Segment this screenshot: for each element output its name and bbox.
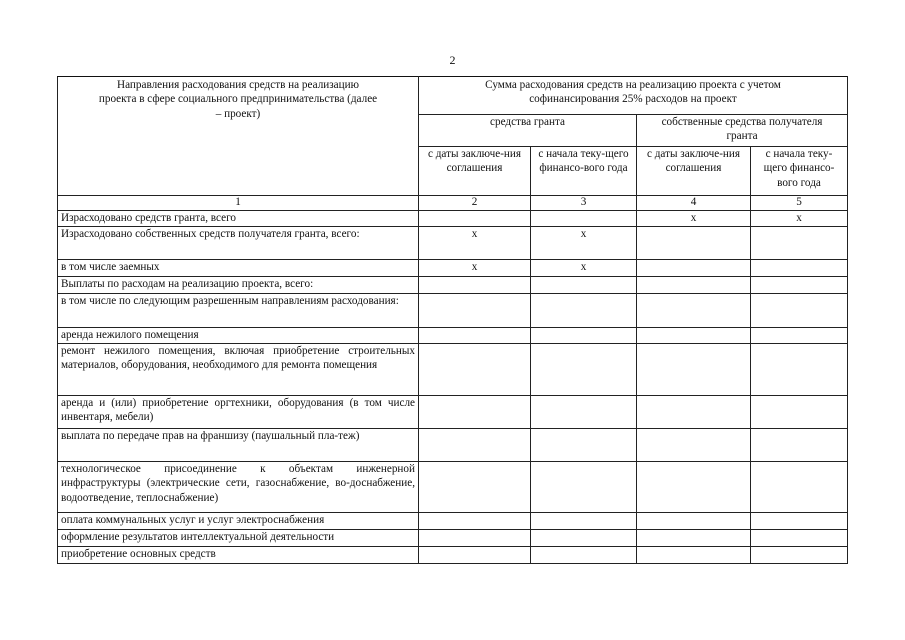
header-grant-since-agreement: с даты заключе-ния соглашения — [419, 147, 531, 196]
header-own-since-agreement: с даты заключе-ния соглашения — [637, 147, 751, 196]
row-label: в том числе по следующим разрешенным направлениям расходования: — [58, 294, 419, 328]
cell-own-year — [751, 513, 848, 530]
column-number: 1 — [58, 196, 419, 211]
cell-own-agreement — [637, 513, 751, 530]
cell-grant-year — [531, 429, 637, 462]
cell-grant-year: x — [531, 227, 637, 260]
cell-own-year — [751, 462, 848, 513]
cell-own-year — [751, 328, 848, 344]
table-row — [58, 462, 848, 513]
table-row — [58, 396, 848, 429]
cell-grant-agreement: x — [419, 227, 531, 260]
header-direction: Направления расходования средств на реализацию проекта в сфере социального предпринимательства (далее – проект) — [58, 77, 419, 196]
table-row — [58, 530, 848, 547]
header-grant-funds: средства гранта — [419, 115, 637, 147]
cell-grant-year — [531, 462, 637, 513]
header-own-since-year-start: с начала теку-щего финансо-вого года — [751, 147, 848, 196]
cell-grant-year — [531, 547, 637, 564]
cell-grant-year — [531, 396, 637, 429]
cell-own-year — [751, 294, 848, 328]
expense-report-table — [57, 76, 848, 564]
cell-own-year — [751, 530, 848, 547]
cell-grant-agreement — [419, 429, 531, 462]
cell-own-year: x — [751, 211, 848, 227]
cell-own-year — [751, 429, 848, 462]
cell-own-year — [751, 344, 848, 396]
cell-grant-agreement — [419, 328, 531, 344]
cell-own-agreement — [637, 227, 751, 260]
cell-grant-year — [531, 530, 637, 547]
table-row — [58, 211, 848, 227]
row-label: в том числе заемных — [58, 260, 419, 277]
row-label: технологическое присоединение к объектам инженерной инфраструктуры (электрические сети, газоснабжение, во-доснабжение, водоотведение, теплоснабжение) — [58, 462, 419, 513]
cell-grant-year — [531, 277, 637, 294]
header-own-funds: собственные средства получателя гранта — [637, 115, 848, 147]
row-label: приобретение основных средств — [58, 547, 419, 564]
cell-grant-agreement: x — [419, 260, 531, 277]
cell-own-year — [751, 227, 848, 260]
header-sum: Сумма расходования средств на реализацию проекта с учетом софинансирования 25% расходов на проект — [419, 77, 848, 115]
row-label: ремонт нежилого помещения, включая приобретение строительных материалов, оборудования, необходимого для ремонта помещения — [58, 344, 419, 396]
cell-own-agreement — [637, 396, 751, 429]
cell-grant-year — [531, 211, 637, 227]
cell-own-agreement — [637, 277, 751, 294]
cell-grant-agreement — [419, 530, 531, 547]
table-row — [58, 294, 848, 328]
cell-own-agreement — [637, 429, 751, 462]
cell-own-year — [751, 260, 848, 277]
cell-own-year — [751, 396, 848, 429]
cell-grant-year — [531, 344, 637, 396]
cell-own-agreement — [637, 530, 751, 547]
page-number: 2 — [449, 53, 456, 67]
cell-grant-agreement — [419, 277, 531, 294]
column-number: 4 — [637, 196, 751, 211]
cell-own-agreement — [637, 344, 751, 396]
header-grant-since-year-start: с начала теку-щего финансо-вого года — [531, 147, 637, 196]
column-number: 5 — [751, 196, 848, 211]
cell-own-agreement — [637, 260, 751, 277]
table-row — [58, 260, 848, 277]
table-row — [58, 513, 848, 530]
row-label: выплата по передаче прав на франшизу (паушальный пла-теж) — [58, 429, 419, 462]
cell-own-agreement — [637, 328, 751, 344]
row-label: аренда нежилого помещения — [58, 328, 419, 344]
cell-grant-agreement — [419, 294, 531, 328]
column-number: 3 — [531, 196, 637, 211]
table-row — [58, 277, 848, 294]
cell-own-year — [751, 547, 848, 564]
table-row — [58, 344, 848, 396]
row-label: оформление результатов интеллектуальной деятельности — [58, 530, 419, 547]
cell-grant-agreement — [419, 547, 531, 564]
row-label: Выплаты по расходам на реализацию проекта, всего: — [58, 277, 419, 294]
row-label: аренда и (или) приобретение оргтехники, оборудования (в том числе инвентаря, мебели) — [58, 396, 419, 429]
table-row — [58, 328, 848, 344]
column-number: 2 — [419, 196, 531, 211]
cell-own-year — [751, 277, 848, 294]
cell-own-agreement — [637, 547, 751, 564]
cell-own-agreement — [637, 462, 751, 513]
table-row — [58, 429, 848, 462]
cell-grant-year: x — [531, 260, 637, 277]
cell-own-agreement — [637, 294, 751, 328]
cell-grant-agreement — [419, 344, 531, 396]
row-label: оплата коммунальных услуг и услуг электроснабжения — [58, 513, 419, 530]
cell-grant-agreement — [419, 211, 531, 227]
row-label: Израсходовано средств гранта, всего — [58, 211, 419, 227]
cell-own-agreement: x — [637, 211, 751, 227]
row-label: Израсходовано собственных средств получателя гранта, всего: — [58, 227, 419, 260]
table-row — [58, 227, 848, 260]
cell-grant-agreement — [419, 462, 531, 513]
cell-grant-year — [531, 294, 637, 328]
cell-grant-year — [531, 328, 637, 344]
cell-grant-agreement — [419, 513, 531, 530]
cell-grant-agreement — [419, 396, 531, 429]
cell-grant-year — [531, 513, 637, 530]
table-row — [58, 547, 848, 564]
